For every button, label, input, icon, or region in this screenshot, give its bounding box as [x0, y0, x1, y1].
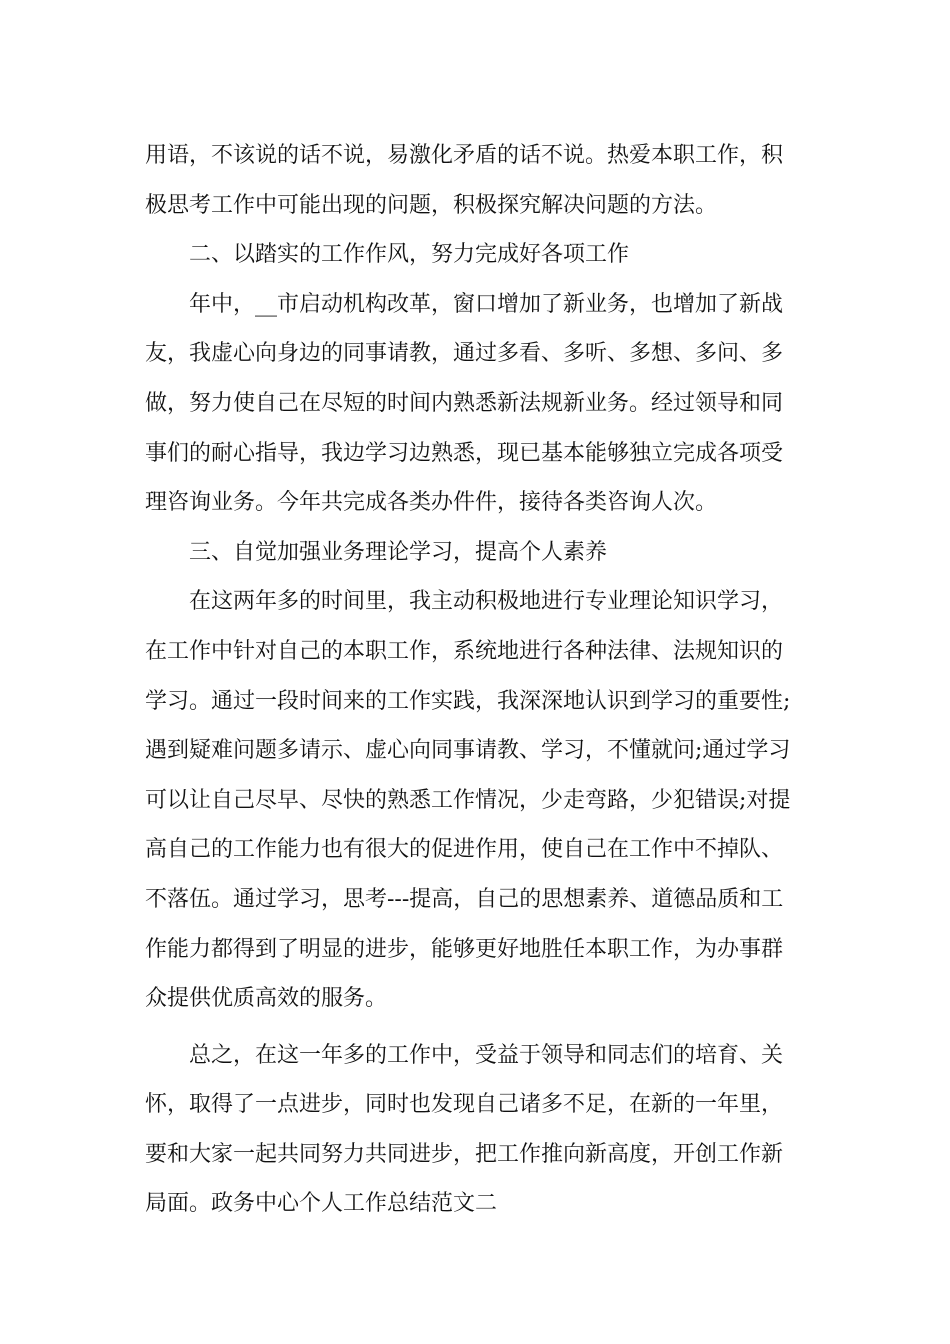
line-text: 理咨询业务。今年共完成各类办件件，接待各类咨询人次。 — [145, 490, 718, 516]
body-line — [145, 875, 810, 925]
section-heading-3 — [145, 528, 810, 578]
line-text: 极思考工作中可能出现的问题，积极探究解决问题的方法。 — [145, 192, 718, 218]
line-text: 做，努力使自己在尽短的时间内熟悉新法规新业务。经过领导和同 — [145, 390, 784, 416]
body-line — [145, 825, 810, 875]
line-text: 不落伍。通过学习，思考---提高，自己的思想素养、道德品质和工 — [145, 886, 784, 912]
body-line — [145, 726, 810, 776]
body-line — [145, 131, 810, 181]
line-text: 局面。政务中心个人工作总结范文二 — [145, 1191, 498, 1217]
line-text: 在这两年多的时间里，我主动积极地进行专业理论知识学习， — [189, 589, 784, 615]
line-text: 怀，取得了一点进步，同时也发现自己诸多不足，在新的一年里， — [145, 1092, 784, 1118]
line-text: 要和大家一起共同努力共同进步，把工作推向新高度，开创工作新 — [145, 1141, 784, 1167]
body-line — [145, 776, 810, 826]
line-text: 学习。通过一段时间来的工作实践，我深深地认识到学习的重要性; — [145, 688, 791, 714]
line-text: 事们的耐心指导，我边学习边熟悉，现已基本能够独立完成各项受 — [145, 440, 784, 466]
document-body — [145, 131, 810, 1229]
paragraph-gap — [145, 1024, 810, 1031]
body-line — [145, 925, 810, 975]
body-line — [145, 280, 810, 330]
heading-text: 三、自觉加强业务理论学习，提高个人素养 — [189, 539, 608, 565]
line-text: 遇到疑难问题多请示、虚心向同事请教、学习，不懂就问;通过学习 — [145, 738, 791, 764]
body-line — [145, 181, 810, 231]
body-line — [145, 429, 810, 479]
body-line — [145, 677, 810, 727]
line-text: 总之，在这一年多的工作中，受益于领导和同志们的培育、关 — [189, 1042, 784, 1068]
body-line — [145, 974, 810, 1024]
heading-text: 二、以踏实的工作作风，努力完成好各项工作 — [189, 242, 630, 268]
body-line — [145, 1080, 810, 1130]
section-heading-2 — [145, 230, 810, 280]
line-text: 用语，不该说的话不说，易激化矛盾的话不说。热爱本职工作，积 — [145, 143, 784, 168]
body-line — [145, 1179, 810, 1229]
line-text: 众提供优质高效的服务。 — [145, 986, 388, 1012]
body-line — [145, 577, 810, 627]
body-line — [145, 627, 810, 677]
line-text: 可以让自己尽早、尽快的熟悉工作情况，少走弯路，少犯错误;对提 — [145, 787, 791, 813]
body-line — [145, 478, 810, 528]
body-line — [145, 1031, 810, 1081]
line-text: 高自己的工作能力也有很大的促进作用，使自己在工作中不掉队、 — [145, 837, 784, 863]
line-text: 友，我虚心向身边的同事请教，通过多看、多听、多想、多问、多 — [145, 341, 784, 367]
line-text: 在工作中针对自己的本职工作，系统地进行各种法律、法规知识的 — [145, 638, 784, 664]
body-line — [145, 1130, 810, 1180]
line-text: 年中，__市启动机构改革，窗口增加了新业务，也增加了新战 — [189, 291, 784, 317]
body-line — [145, 379, 810, 429]
body-line — [145, 329, 810, 379]
line-text: 作能力都得到了明显的进步，能够更好地胜任本职工作，为办事群 — [145, 936, 784, 962]
